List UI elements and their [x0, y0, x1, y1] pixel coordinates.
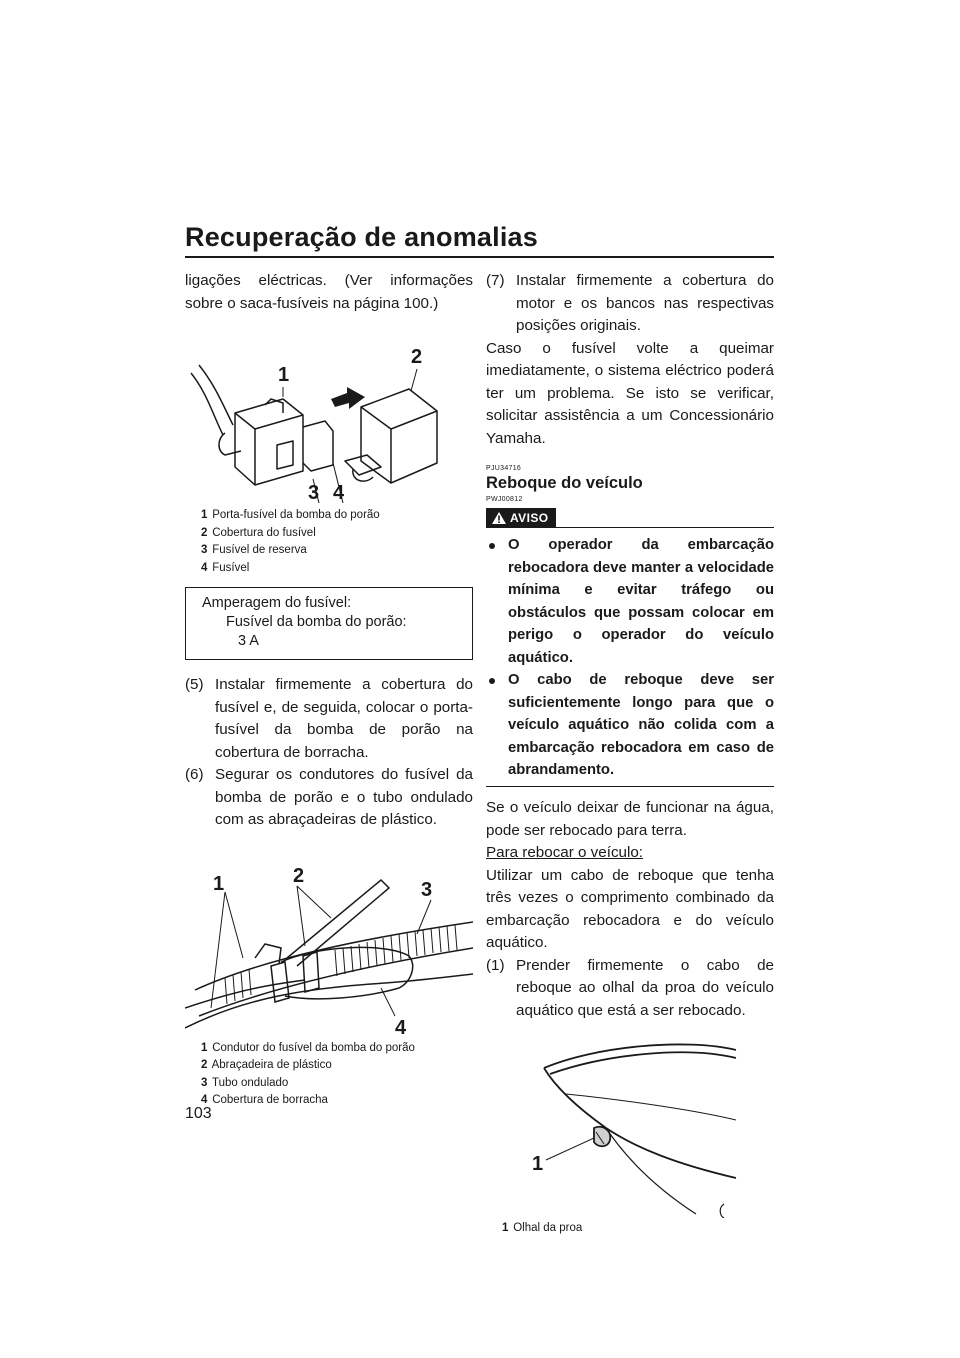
spec-value: 3 A — [238, 633, 259, 649]
hose-clamp-illustration — [185, 838, 473, 1038]
fuse-advice-paragraph: Caso o fusível volte a queimar imediatamente, o sistema eléctrico poderá ter um problema. Se isto se verificar, solicitar assistência a um Concessionário Yamaha. — [486, 339, 774, 447]
page-number: 103 — [185, 1105, 212, 1122]
warning-rule — [556, 527, 774, 529]
towing-subheading: Para rebocar o veículo: — [486, 844, 644, 861]
caption-item: 2 Abraçadeira de plástico — [201, 1059, 332, 1071]
warning-badge: AVISO — [486, 508, 556, 528]
step-7: (7) Instalar firmemente a cobertura do motor e os bancos nas respectivas posições originais. — [486, 272, 774, 334]
warning-item: O operador da embarcação rebocadora deve manter a velocidade mínima e evitar tráfego ou obstáculos que possam colocar em perigo o operador do veículo aquático. — [486, 534, 774, 669]
caption-item: 1 Porta-fusível da bomba do porão — [201, 509, 380, 521]
caption-item: 4 Fusível — [201, 561, 250, 574]
right-column — [486, 270, 774, 1238]
fig2-callout-4: 4 — [395, 1016, 407, 1038]
towing-intro-paragraph: Se o veículo deixar de funcionar na água, pode ser rebocado para terra. — [486, 799, 774, 839]
warning-end-rule — [486, 786, 774, 788]
fuse-spec-box — [185, 587, 473, 660]
left-column — [185, 270, 473, 1110]
section-title: Reboque do veículo — [486, 474, 643, 492]
warning-item: O cabo de reboque deve ser suficientemente longo para que o veículo aquático não colida com a embarcação rebocadora em caso de abrandamento. — [486, 669, 774, 782]
caption-item: 2 Cobertura do fusível — [201, 526, 316, 539]
caption-item: 4 Cobertura de borracha — [201, 1094, 328, 1106]
fig3-caption — [502, 1220, 774, 1238]
fig1-callout-3: 3 — [308, 482, 320, 504]
warning-code: PWJ00812 — [486, 496, 523, 503]
fig2-caption — [201, 1040, 473, 1110]
fig3-callout-1: 1 — [532, 1153, 544, 1175]
step-6: (6) Segurar os condutores do fusível da bomba de porão e o tubo ondulado com as abraçadeiras de plástico. — [185, 766, 473, 828]
spec-sub: Fusível da bomba do porão: — [226, 614, 407, 630]
caption-item: 3 Tubo ondulado — [201, 1076, 289, 1089]
title-rule — [185, 256, 774, 258]
fig2-callout-2: 2 — [293, 864, 305, 887]
fig2-callout-1: 1 — [213, 872, 225, 895]
step-5: (5) Instalar firmemente a cobertura do fusível e, de seguida, colocar o porta-fusível da bomba de porão na cobertura de borracha. — [185, 676, 473, 761]
fuse-holder-illustration — [185, 315, 473, 505]
fig1-callout-1: 1 — [278, 364, 290, 386]
fig1-caption — [201, 507, 473, 577]
fig1-callout-2: 2 — [411, 346, 423, 368]
caption-item: 1 Olhal da proa — [502, 1222, 583, 1234]
towing-rope-paragraph: Utilizar um cabo de reboque que tenha três vezes o comprimento combinado da embarcação rebocadora e do veículo aquático. — [486, 866, 774, 951]
caption-item: 3 Fusível de reserva — [201, 544, 307, 556]
fig1-callout-4: 4 — [333, 482, 345, 504]
section-code: PJU34716 — [486, 465, 522, 472]
page-title: Recuperação de anomalias — [185, 222, 538, 252]
step-1: (1) Prender firmemente o cabo de reboque ao olhal da proa do veículo aquático que está a ser rebocado. — [486, 956, 774, 1019]
intro-paragraph: ligações eléctricas. (Ver informações sobre o saca-fusíveis na página 100.) — [185, 272, 473, 312]
warning-triangle-icon — [492, 512, 506, 524]
bow-eye-illustration — [486, 1028, 774, 1218]
warning-header — [486, 508, 774, 528]
caption-item: 1 Condutor do fusível da bomba do porão — [201, 1041, 415, 1054]
spec-label: Amperagem do fusível: — [202, 595, 352, 611]
fig2-callout-3: 3 — [421, 878, 433, 901]
